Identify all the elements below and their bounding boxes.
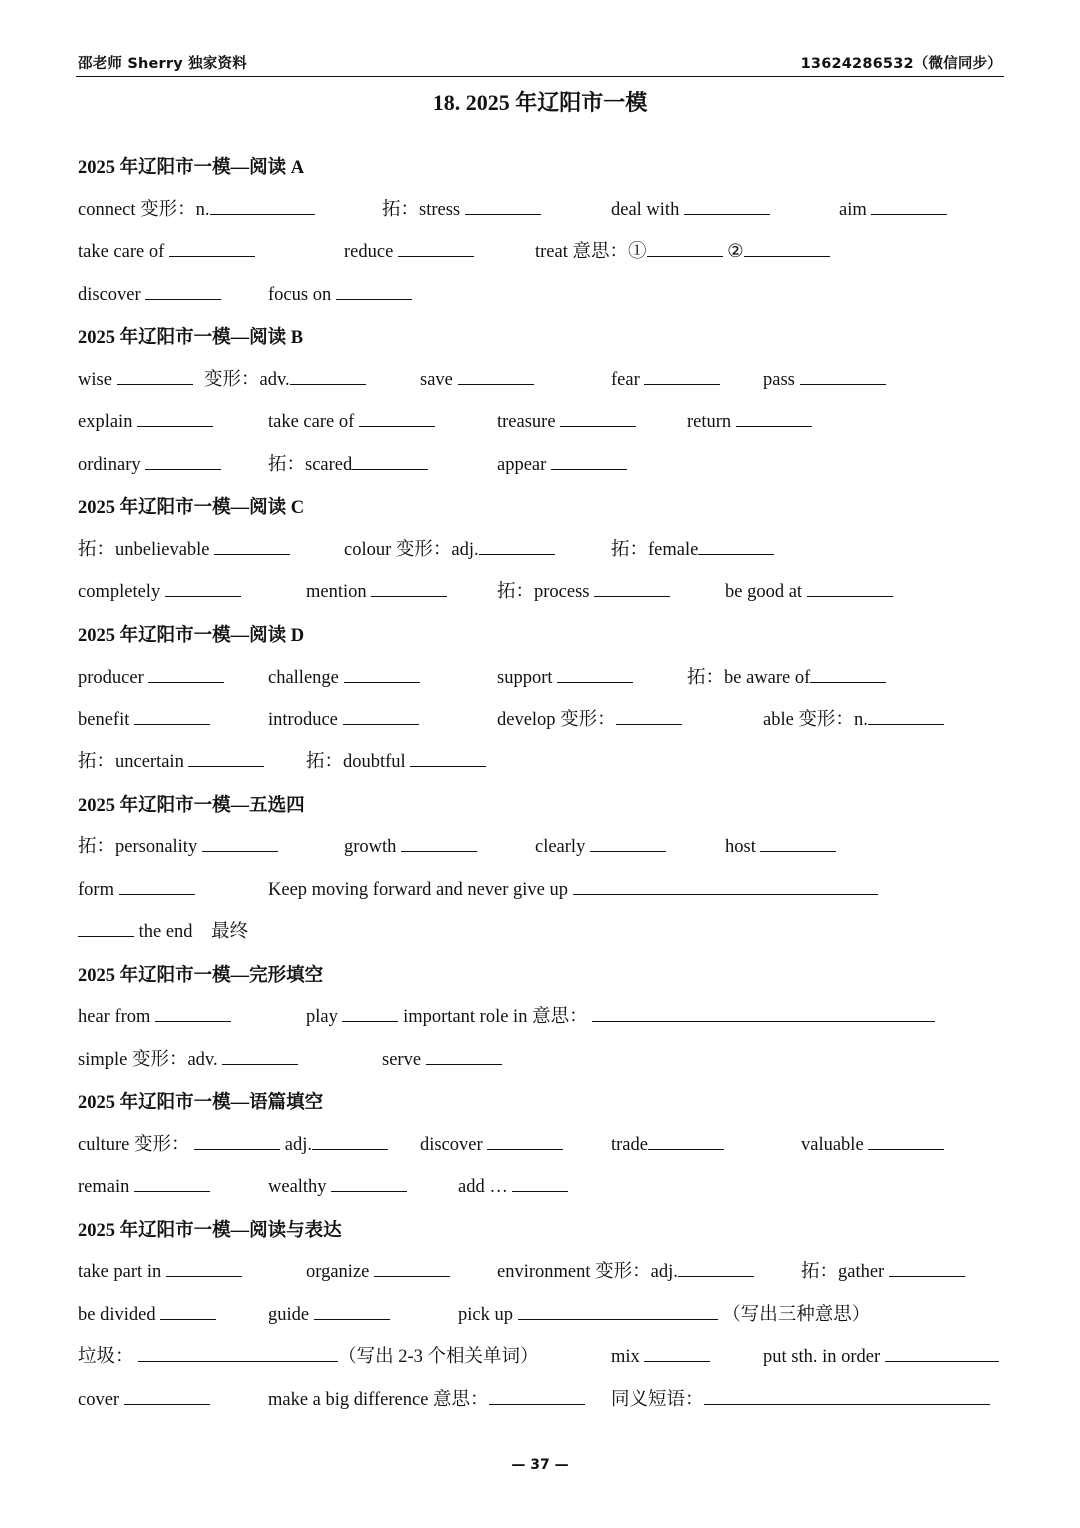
vocab-item: 拓：female	[611, 536, 774, 562]
vocab-item: return	[687, 408, 812, 434]
vocab-item: guide	[268, 1301, 390, 1327]
vocab-item: hear from	[78, 1003, 231, 1029]
vocab-item: cover	[78, 1386, 210, 1412]
vocab-item: clearly	[535, 833, 666, 859]
section-heading-reading-a: 2025 年辽阳市一模—阅读 A	[78, 158, 305, 178]
vocab-item: deal with	[611, 196, 770, 222]
vocab-item: simple 变形：adv.	[78, 1046, 298, 1072]
vocab-item: 拓：uncertain	[78, 748, 264, 774]
section-heading-reading-expression: 2025 年辽阳市一模—阅读与表达	[78, 1221, 342, 1241]
section-heading-reading-c: 2025 年辽阳市一模—阅读 C	[78, 498, 305, 518]
vocab-item: discover	[420, 1131, 563, 1157]
vocab-item: trade	[611, 1131, 724, 1157]
vocab-item: wise	[78, 366, 193, 392]
vocab-item: benefit	[78, 706, 210, 732]
vocab-item: appear	[497, 451, 627, 477]
vocab-item: colour 变形：adj.	[344, 536, 555, 562]
vocab-item: make a big difference 意思：	[268, 1386, 585, 1412]
vocab-item: ordinary	[78, 451, 221, 477]
vocab-item: mention	[306, 578, 447, 604]
vocab-item: be good at	[725, 578, 893, 604]
vocab-item: explain	[78, 408, 213, 434]
vocab-item: focus on	[268, 281, 412, 307]
page-number: — 37 —	[511, 1457, 569, 1473]
vocab-item: culture 变形： adj.	[78, 1131, 388, 1157]
vocab-item: able 变形：n.	[763, 706, 944, 732]
vocab-item: form	[78, 876, 195, 902]
section-heading-five-choose-four: 2025 年辽阳市一模—五选四	[78, 796, 305, 816]
section-heading-reading-b: 2025 年辽阳市一模—阅读 B	[78, 328, 304, 348]
vocab-item: connect 变形：n.	[78, 196, 315, 222]
vocab-item: organize	[306, 1258, 450, 1284]
vocab-item: valuable	[801, 1131, 944, 1157]
vocab-item: mix	[611, 1343, 710, 1369]
vocab-item: 垃圾： （写出 2-3 个相关单词）	[78, 1343, 539, 1369]
vocab-item: be divided	[78, 1301, 216, 1327]
vocab-item: develop 变形：	[497, 706, 682, 732]
vocab-item: reduce	[344, 238, 474, 264]
vocab-item: 拓：process	[497, 578, 670, 604]
vocab-item: pass	[763, 366, 886, 392]
section-heading-cloze: 2025 年辽阳市一模—完形填空	[78, 966, 324, 986]
vocab-item: 拓：unbelievable	[78, 536, 290, 562]
vocab-item: discover	[78, 281, 221, 307]
vocab-item: introduce	[268, 706, 419, 732]
vocab-item: serve	[382, 1046, 502, 1072]
vocab-item: put sth. in order	[763, 1343, 999, 1369]
vocab-item: 拓：scared	[268, 451, 428, 477]
vocab-item: take care of	[78, 238, 255, 264]
header-right-text: 13624286532（微信同步）	[800, 56, 1002, 72]
header-divider	[76, 76, 1004, 77]
section-heading-passage-fill: 2025 年辽阳市一模—语篇填空	[78, 1093, 324, 1113]
header-left-text: 邵老师 Sherry 独家资料	[78, 56, 247, 72]
vocab-item: 拓：personality	[78, 833, 278, 859]
vocab-item: producer	[78, 664, 224, 690]
section-heading-reading-d: 2025 年辽阳市一模—阅读 D	[78, 626, 305, 646]
vocab-item: the end 最终	[78, 918, 248, 944]
vocab-item: 拓：gather	[801, 1258, 965, 1284]
page-title: 18. 2025 年辽阳市一模	[432, 90, 648, 115]
vocab-item: challenge	[268, 664, 420, 690]
vocab-item: wealthy	[268, 1173, 407, 1199]
vocab-item: add …	[458, 1173, 568, 1199]
vocab-item: environment 变形：adj.	[497, 1258, 754, 1284]
vocab-item: save	[420, 366, 534, 392]
vocab-item: 拓：doubtful	[306, 748, 486, 774]
vocab-item: Keep moving forward and never give up	[268, 876, 878, 902]
vocab-item: host	[725, 833, 836, 859]
vocab-item: 拓：be aware of	[687, 664, 886, 690]
vocab-item: 同义短语：	[611, 1386, 990, 1412]
vocab-item: growth	[344, 833, 477, 859]
vocab-item: fear	[611, 366, 720, 392]
vocab-item: take part in	[78, 1258, 242, 1284]
vocab-item: remain	[78, 1173, 210, 1199]
vocab-item: play important role in 意思：	[306, 1003, 935, 1029]
vocab-item: support	[497, 664, 633, 690]
vocab-item: treasure	[497, 408, 636, 434]
vocab-item: completely	[78, 578, 241, 604]
vocab-item: treat 意思：① ②	[535, 238, 830, 264]
vocab-item: pick up （写出三种意思）	[458, 1301, 870, 1327]
vocab-item: 拓：stress	[382, 196, 541, 222]
vocab-item: take care of	[268, 408, 435, 434]
vocab-item: aim	[839, 196, 947, 222]
vocab-item: 变形：adv.	[204, 366, 366, 392]
